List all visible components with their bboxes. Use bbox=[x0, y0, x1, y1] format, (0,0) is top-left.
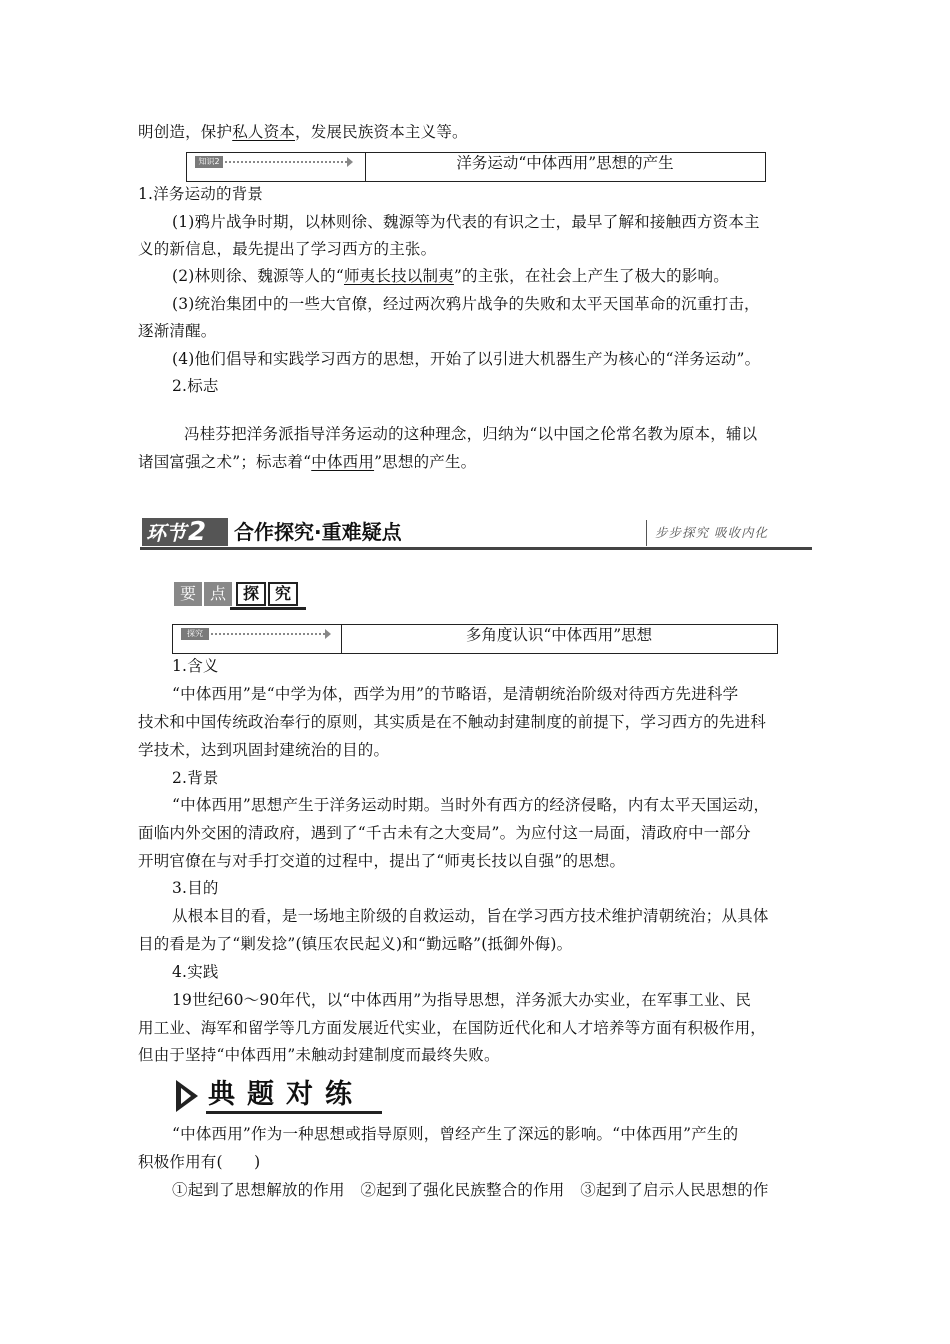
paragraph-line bbox=[138, 452, 476, 472]
label-char: 点 bbox=[204, 582, 232, 606]
section-heading: 2.背景 bbox=[172, 769, 219, 787]
paragraph-line: “中体西用”思想产生于洋务运动时期。当时外有西方的经济侵略，内有太平天国运动， bbox=[172, 796, 770, 814]
dotted-arrow-icon bbox=[211, 633, 325, 635]
paragraph-line: 19世纪60～90年代，以“中体西用”为指导思想，洋务派大办实业，在军事工业、民 bbox=[172, 991, 752, 1009]
label-char-boxed: 探 bbox=[236, 582, 266, 606]
text-span: ”的主张，在社会上产生了极大的影响。 bbox=[453, 267, 729, 285]
badge-label: 环节 bbox=[146, 521, 186, 545]
knowledge-box-tag-cell bbox=[187, 153, 366, 181]
text-span: 明创造，保护 bbox=[138, 123, 233, 141]
paragraph-line: 从根本目的看，是一场地主阶级的自救运动，旨在学习西方技术维护清朝统治；从具体 bbox=[172, 907, 769, 925]
practice-label bbox=[176, 1078, 382, 1114]
knowledge-box-title: 洋务运动“中体西用”思想的产生 bbox=[456, 154, 674, 172]
badge-number: 2 bbox=[188, 517, 207, 547]
question-options: ①起到了思想解放的作用 ②起到了强化民族整合的作用 ③起到了启示人民思想的作 bbox=[172, 1181, 769, 1199]
section-heading: 3.目的 bbox=[172, 879, 219, 897]
arrowhead-icon bbox=[347, 157, 353, 167]
section-banner bbox=[140, 516, 812, 550]
label-char-boxed: 究 bbox=[268, 582, 298, 606]
section-heading: 2.标志 bbox=[172, 377, 219, 395]
section-heading: 1.含义 bbox=[172, 657, 219, 675]
section-subtitle: 步步探究 吸收内化 bbox=[646, 520, 768, 546]
explore-box bbox=[172, 624, 778, 654]
arrowhead-icon bbox=[325, 629, 331, 639]
paragraph-line: 但由于坚持“中体西用”未触动封建制度而最终失败。 bbox=[138, 1046, 500, 1064]
explore-box-tag-cell bbox=[173, 625, 342, 653]
explore-box-title: 多角度认识“中体西用”思想 bbox=[465, 626, 653, 644]
section-title: 合作探究·重难疑点 bbox=[234, 520, 402, 544]
text-span: 诸国富强之术”；标志着“ bbox=[138, 453, 312, 471]
knowledge-tag: 知识2 bbox=[195, 156, 223, 168]
paragraph-line: 逐渐清醒。 bbox=[138, 322, 217, 340]
section-heading: 1.洋务运动的背景 bbox=[138, 185, 264, 203]
paragraph-line: 开明官僚在与对手打交道的过程中，提出了“师夷长技以自强”的思想。 bbox=[138, 852, 626, 870]
paragraph-line: 目的看是为了“剿发捻”(镇压农民起义)和“勤远略”(抵御外侮)。 bbox=[138, 935, 573, 953]
key-points-label bbox=[174, 580, 306, 610]
label-char: 要 bbox=[174, 582, 202, 606]
section-number-badge bbox=[142, 518, 228, 546]
paragraph-line: “中体西用”是“中学为体，西学为用”的节略语，是清朝统治阶级对待西方先进科学 bbox=[172, 685, 739, 703]
underlined-term: 私人资本 bbox=[232, 123, 296, 141]
text-span: (2)林则徐、魏源等人的“ bbox=[172, 267, 344, 285]
underlined-term: 师夷长技以制夷 bbox=[343, 267, 454, 285]
dotted-arrow-icon bbox=[225, 161, 347, 163]
paragraph-line: 用工业、海军和留学等几方面发展近代实业，在国防近代化和人才培养等方面有积极作用， bbox=[138, 1019, 767, 1037]
paragraph-line: 学技术，达到巩固封建统治的目的。 bbox=[138, 741, 390, 759]
paragraph-line: 义的新信息，最先提出了学习西方的主张。 bbox=[138, 240, 437, 258]
underlined-term: 中体西用 bbox=[311, 453, 375, 471]
paragraph-line: (4)他们倡导和实践学习西方的思想，开始了以引进大机器生产为核心的“洋务运动”。 bbox=[172, 350, 761, 368]
paragraph-line: (3)统治集团中的一些大官僚，经过两次鸦片战争的失败和太平天国革命的沉重打击， bbox=[172, 295, 760, 313]
knowledge-box bbox=[186, 152, 766, 182]
banner-rule bbox=[140, 547, 812, 550]
paragraph-line: (1)鸦片战争时期，以林则徐、魏源等为代表的有识之士，最早了解和接触西方资本主 bbox=[172, 213, 760, 231]
paragraph-line: 面临内外交困的清政府，遇到了“千古未有之大变局”。为应付这一局面，清政府中一部分 bbox=[138, 824, 751, 842]
paragraph-line: 冯桂芬把洋务派指导洋务运动的这种理念，归纳为“以中国之伦常名教为原本，辅以 bbox=[184, 425, 758, 443]
label-baseline bbox=[230, 607, 306, 610]
paragraph-line: 技术和中国传统政治奉行的原则，其实质是在不触动封建制度的前提下，学习西方的先进科 bbox=[138, 713, 767, 731]
label-baseline bbox=[206, 1111, 382, 1114]
paragraph-line bbox=[138, 122, 468, 142]
text-span: ”思想的产生。 bbox=[374, 453, 477, 471]
question-line: 积极作用有( ) bbox=[138, 1153, 261, 1171]
text-span: ，发展民族资本主义等。 bbox=[295, 123, 468, 141]
explore-tag: 探究 bbox=[181, 628, 209, 640]
section-heading: 4.实践 bbox=[172, 963, 219, 981]
practice-title: 典题对练 bbox=[208, 1079, 364, 1110]
paragraph-line bbox=[172, 266, 729, 286]
question-line: “中体西用”作为一种思想或指导原则，曾经产生了深远的影响。“中体西用”产生的 bbox=[172, 1125, 739, 1143]
play-triangle-inner bbox=[181, 1088, 191, 1104]
